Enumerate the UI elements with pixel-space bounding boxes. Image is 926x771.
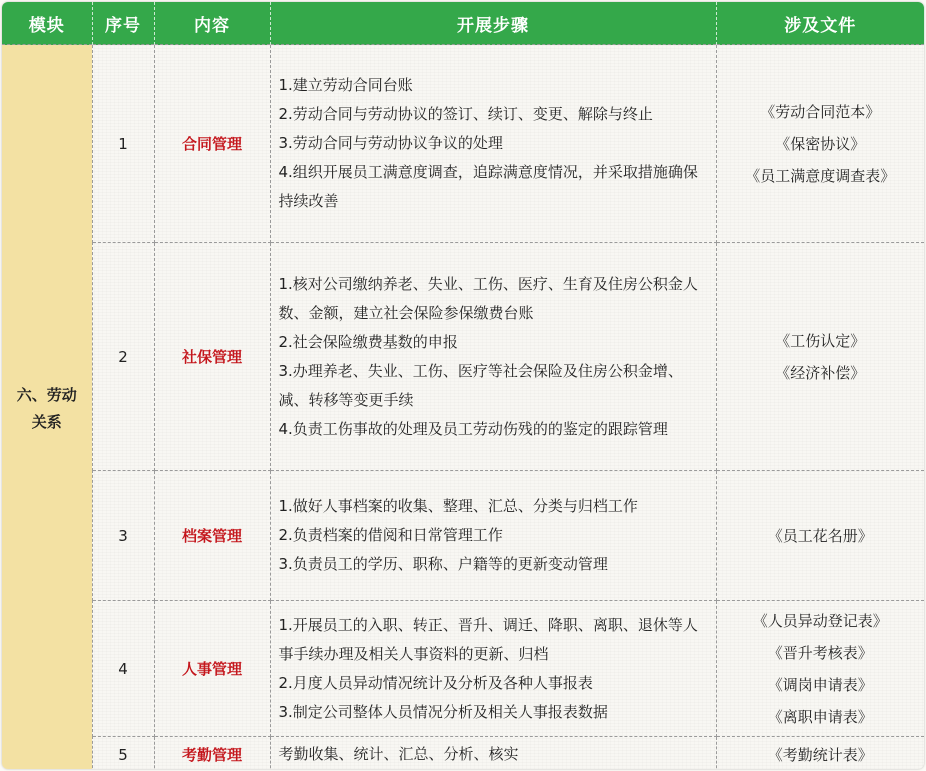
files-cell (716, 243, 924, 471)
file-item: 《劳动合同范本》 (760, 102, 881, 121)
row-number: 5 (92, 737, 154, 770)
steps-cell (270, 737, 716, 770)
file-item: 《人员异动登记表》 (752, 611, 888, 630)
steps-cell (270, 471, 716, 601)
hr-module-table (2, 2, 924, 769)
topic-label: 档案管理 (154, 471, 270, 601)
step-item: 4.组织开展员工满意度调查，追踪满意度情况，并采取措施确保持续改善 (278, 163, 698, 210)
table-row-social-insurance (2, 243, 924, 471)
module-cell (2, 45, 92, 770)
header-number: 序号 (92, 2, 154, 45)
step-item: 3.制定公司整体人员情况分析及相关人事报表数据 (278, 702, 608, 721)
step-item: 1.核对公司缴纳养老、失业、工伤、医疗、生育及住房公积金人数、金额，建立社会保险参保缴费台账 (278, 274, 698, 322)
file-item: 《考勤统计表》 (767, 745, 873, 764)
file-item: 《离职申请表》 (767, 707, 873, 726)
file-item: 《经济补偿》 (775, 363, 866, 382)
file-item: 《员工满意度调查表》 (745, 166, 896, 185)
steps-cell (270, 243, 716, 471)
header-files: 涉及文件 (716, 2, 924, 45)
topic-label: 考勤管理 (154, 737, 270, 770)
files-cell (716, 471, 924, 601)
topic-label: 人事管理 (154, 601, 270, 737)
header-content: 内容 (154, 2, 270, 45)
step-item: 1.建立劳动合同台账 (278, 76, 413, 94)
steps-cell (270, 601, 716, 737)
table-row-archives (2, 471, 924, 601)
row-number: 3 (92, 471, 154, 601)
files-cell (716, 601, 924, 737)
row-number: 4 (92, 601, 154, 737)
topic-label: 社保管理 (154, 243, 270, 471)
file-item: 《调岗申请表》 (767, 675, 873, 694)
step-item: 3.办理养老、失业、工伤、医疗等社会保险及住房公积金增、减、转移等变更手续 (278, 361, 683, 409)
steps-cell (270, 45, 716, 243)
step-item: 2.劳动合同与劳动协议的签订、续订、变更、解除与终止 (278, 105, 653, 123)
header-row (2, 2, 924, 45)
step-item: 2.负责档案的借阅和日常管理工作 (278, 526, 503, 544)
step-item: 2.社会保险缴费基数的申报 (278, 332, 458, 351)
step-item: 3.负责员工的学历、职称、户籍等的更新变动管理 (278, 555, 608, 573)
row-number: 2 (92, 243, 154, 471)
row-number: 1 (92, 45, 154, 243)
step-item: 2.月度人员异动情况统计及分析及各种人事报表 (278, 673, 593, 692)
files-cell (716, 45, 924, 243)
step-item: 考勤收集、统计、汇总、分析、核实 (278, 745, 519, 763)
module-label: 六、劳动关系 (16, 385, 77, 431)
step-item: 1.做好人事档案的收集、整理、汇总、分类与归档工作 (278, 497, 638, 515)
files-cell (716, 737, 924, 770)
step-item: 1.开展员工的入职、转正、晋升、调迁、降职、离职、退休等人事手续办理及相关人事资料的更新、归档 (278, 615, 698, 663)
table-row-contract (2, 45, 924, 243)
topic-label: 合同管理 (154, 45, 270, 243)
step-item: 3.劳动合同与劳动协议争议的处理 (278, 134, 503, 152)
file-item: 《员工花名册》 (767, 526, 873, 545)
file-item: 《工伤认定》 (775, 331, 866, 350)
file-item: 《晋升考核表》 (767, 643, 873, 662)
table-row-personnel (2, 601, 924, 737)
header-steps: 开展步骤 (270, 2, 716, 45)
step-item: 4.负责工伤事故的处理及员工劳动伤残的的鉴定的跟踪管理 (278, 419, 668, 438)
header-module: 模块 (2, 2, 92, 45)
file-item: 《保密协议》 (775, 134, 866, 153)
table-row-attendance (2, 737, 924, 770)
hr-module-table-container (2, 2, 924, 769)
